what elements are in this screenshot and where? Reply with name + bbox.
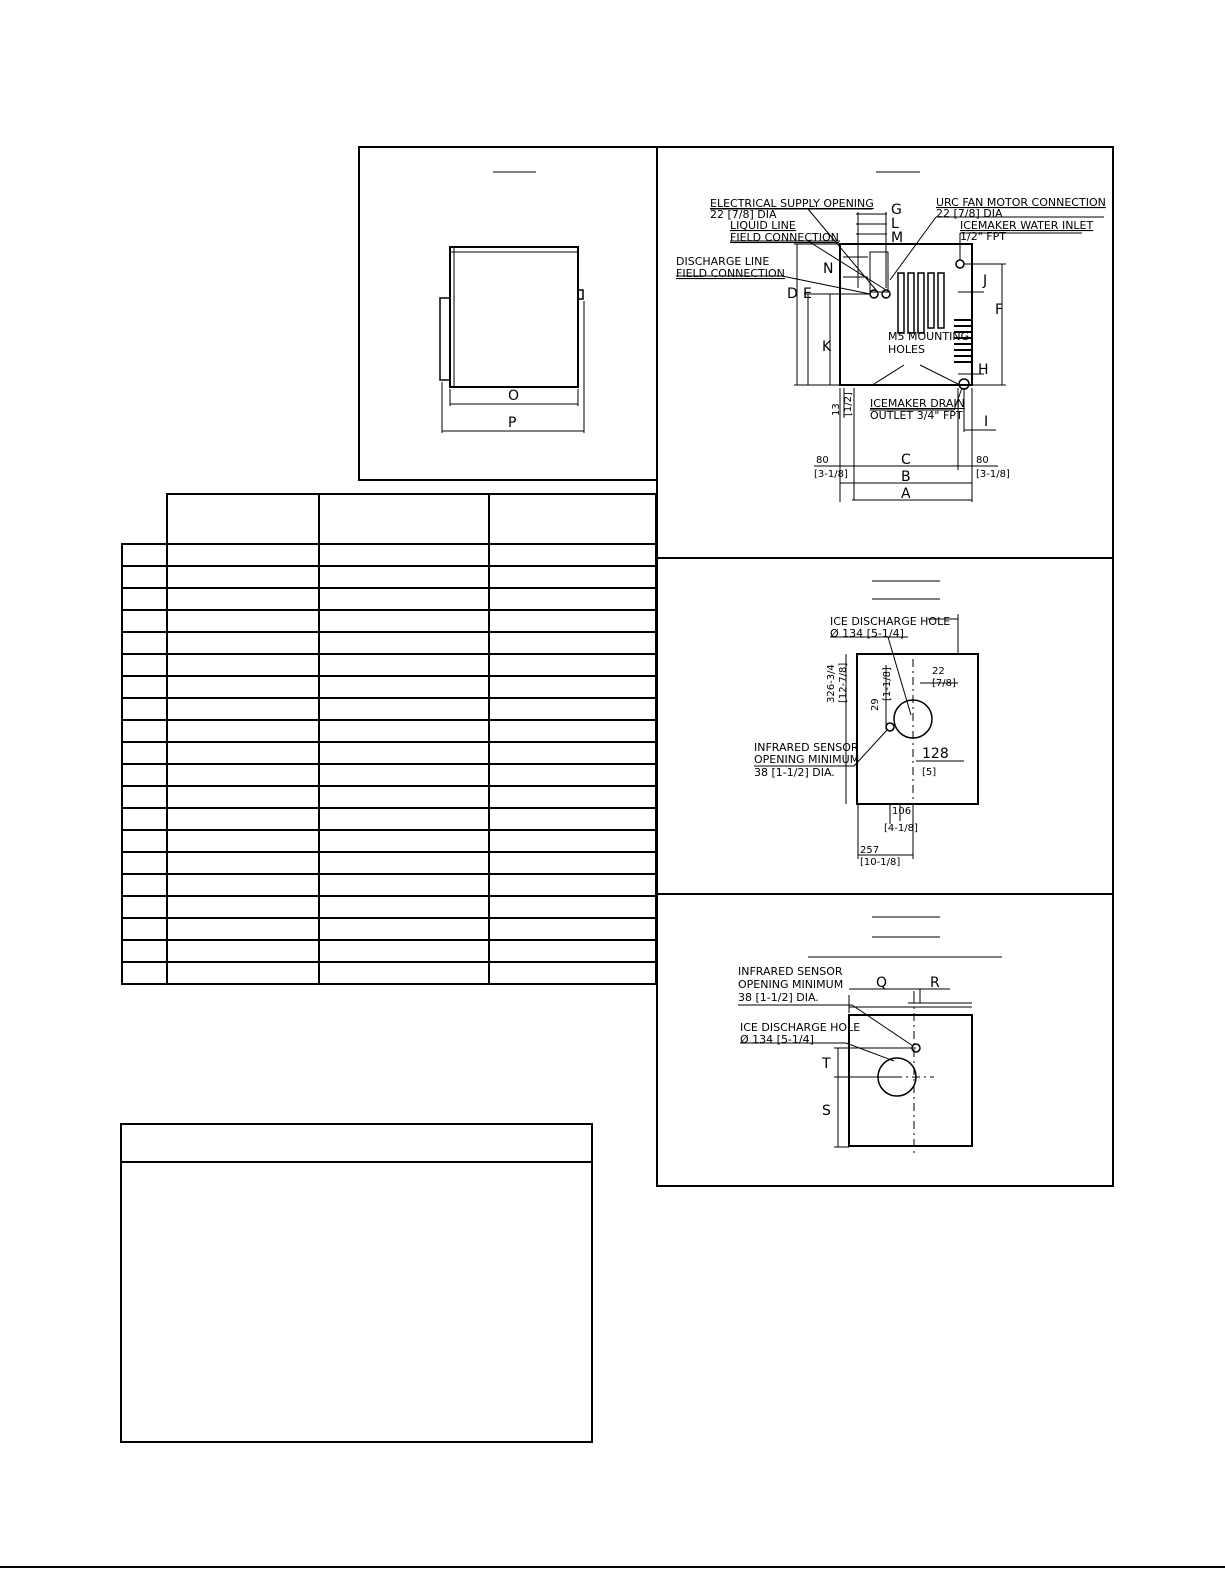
notes-header <box>122 1125 591 1163</box>
side-fitting <box>578 290 583 299</box>
label-sensor-2: OPENING MINIMUM <box>754 753 860 766</box>
label-drain-1: ICEMAKER DRAIN <box>870 397 965 410</box>
top-view-panel <box>656 557 1114 896</box>
dim-13: 13 <box>831 403 842 416</box>
dim-128: 128 <box>922 746 949 762</box>
label-drain-2: OUTLET 3/4" FPT <box>870 409 963 422</box>
dim-letter-j: J <box>983 273 988 289</box>
table-row <box>122 830 656 852</box>
side-view-drawing <box>360 148 656 479</box>
dim-letter-r: R <box>930 975 940 991</box>
label-liquid-line: LIQUID LINE <box>730 219 796 232</box>
table-row <box>122 786 656 808</box>
dim-letter-m: M <box>891 230 904 246</box>
right-view-drawing <box>658 148 1112 558</box>
label-ice-hole: ICE DISCHARGE HOLE <box>830 615 951 628</box>
dim-13-in: [1/2] <box>843 392 854 416</box>
table-row <box>122 808 656 830</box>
dim-letter-p: P <box>508 415 517 431</box>
dim-letter-q: Q <box>876 975 888 991</box>
dim-80-right-in: [3-1/8] <box>976 469 1010 480</box>
dim-letter-g: G <box>891 202 902 218</box>
table-row <box>122 698 656 720</box>
notes-box <box>120 1123 593 1443</box>
table-row <box>122 896 656 918</box>
dim-22-in: [7/8] <box>932 678 956 689</box>
dim-letter-a: A <box>901 486 911 502</box>
table-header-row <box>122 494 656 544</box>
label-water-inlet-size: 1/2" FPT <box>960 230 1006 243</box>
dim-257-in: [10-1/8] <box>860 857 901 868</box>
dim-letter-c: C <box>901 452 911 468</box>
table-row <box>122 918 656 940</box>
label-liquid-line-field: FIELD CONNECTION <box>730 231 839 244</box>
dim-letter-k: K <box>822 339 832 355</box>
label-sensor-1-bottom: INFRARED SENSOR <box>738 965 843 978</box>
vent-grille <box>898 273 944 333</box>
label-discharge-line: DISCHARGE LINE <box>676 255 770 268</box>
table-row <box>122 588 656 610</box>
label-discharge-line-field: FIELD CONNECTION <box>676 267 785 280</box>
label-ice-hole-bottom: ICE DISCHARGE HOLE <box>740 1021 861 1034</box>
label-mounting-holes-2: HOLES <box>888 343 925 356</box>
dim-80-right: 80 <box>976 455 989 466</box>
label-sensor-3: 38 [1-1/2] DIA. <box>754 766 835 779</box>
dim-22: 22 <box>932 666 945 677</box>
label-electrical-supply: ELECTRICAL SUPPLY OPENING <box>710 197 874 210</box>
unit-bottom-outline <box>849 1015 972 1146</box>
dim-letter-o: O <box>508 388 520 404</box>
page-bottom-rule <box>0 1566 1225 1568</box>
dimension-table <box>121 493 657 985</box>
dim-letter-d: D <box>787 286 798 302</box>
dim-letter-s: S <box>822 1103 831 1119</box>
dim-29: 29 <box>870 698 881 711</box>
dim-letter-b: B <box>901 469 911 485</box>
side-view-panel <box>358 146 658 481</box>
dim-letter-n: N <box>823 261 834 277</box>
dim-257: 257 <box>860 845 880 856</box>
label-urc-fan: URC FAN MOTOR CONNECTION <box>936 196 1106 209</box>
table-row <box>122 940 656 962</box>
table-row <box>122 654 656 676</box>
dim-106: 106 <box>892 806 912 817</box>
dim-326-in: [12-7/8] <box>838 662 849 703</box>
table-row <box>122 962 656 984</box>
bottom-view-drawing <box>658 895 1112 1185</box>
dim-106-in: [4-1/8] <box>884 823 918 834</box>
label-ice-hole-dia-bottom: Ø 134 [5-1/4] <box>740 1033 814 1046</box>
dim-326: 326-3/4 <box>826 664 837 703</box>
header-cell <box>167 494 319 544</box>
header-blank-cell <box>122 494 167 544</box>
table-row <box>122 764 656 786</box>
dim-128-in: [5] <box>922 767 937 778</box>
right-view-panel <box>656 146 1114 560</box>
discharge-fitting <box>870 290 878 298</box>
table-row <box>122 852 656 874</box>
label-water-inlet: ICEMAKER WATER INLET <box>960 219 1094 232</box>
dim-letter-l: L <box>891 216 899 232</box>
table-row <box>122 676 656 698</box>
table-row <box>122 632 656 654</box>
label-urc-fan-dia: 22 [7/8] DIA <box>936 207 1003 220</box>
table-row <box>122 610 656 632</box>
label-sensor-2-bottom: OPENING MINIMUM <box>738 978 844 991</box>
header-cell <box>489 494 656 544</box>
label-ice-hole-dia: Ø 134 [5-1/4] <box>830 627 904 640</box>
label-mounting-holes-1: M5 MOUNTING <box>888 330 970 343</box>
unit-side-outline <box>450 247 578 387</box>
dim-letter-f: F <box>995 302 1004 318</box>
water-inlet-fitting <box>956 260 964 268</box>
header-cell <box>319 494 489 544</box>
label-sensor-1: INFRARED SENSOR <box>754 741 859 754</box>
dim-letter-t: T <box>822 1056 831 1072</box>
table-row <box>122 544 656 566</box>
dim-letter-i: I <box>984 414 989 430</box>
table-row <box>122 742 656 764</box>
dim-letter-e: E <box>803 286 812 302</box>
unit-front-outline <box>840 244 972 385</box>
label-electrical-supply-dia: 22 [7/8] DIA <box>710 208 777 221</box>
label-sensor-3-bottom: 38 [1-1/2] DIA. <box>738 991 819 1004</box>
table-row <box>122 566 656 588</box>
side-louver <box>440 298 450 380</box>
dim-29-in: [1-1/8] <box>882 667 893 701</box>
top-view-drawing <box>658 559 1112 894</box>
bottom-view-panel <box>656 893 1114 1187</box>
table-row <box>122 874 656 896</box>
liquid-fitting <box>882 290 890 298</box>
dim-80-left-in: [3-1/8] <box>814 469 848 480</box>
dim-80-left: 80 <box>816 455 829 466</box>
table-row <box>122 720 656 742</box>
dim-letter-h: H <box>978 362 989 378</box>
unit-top-outline <box>857 654 978 804</box>
